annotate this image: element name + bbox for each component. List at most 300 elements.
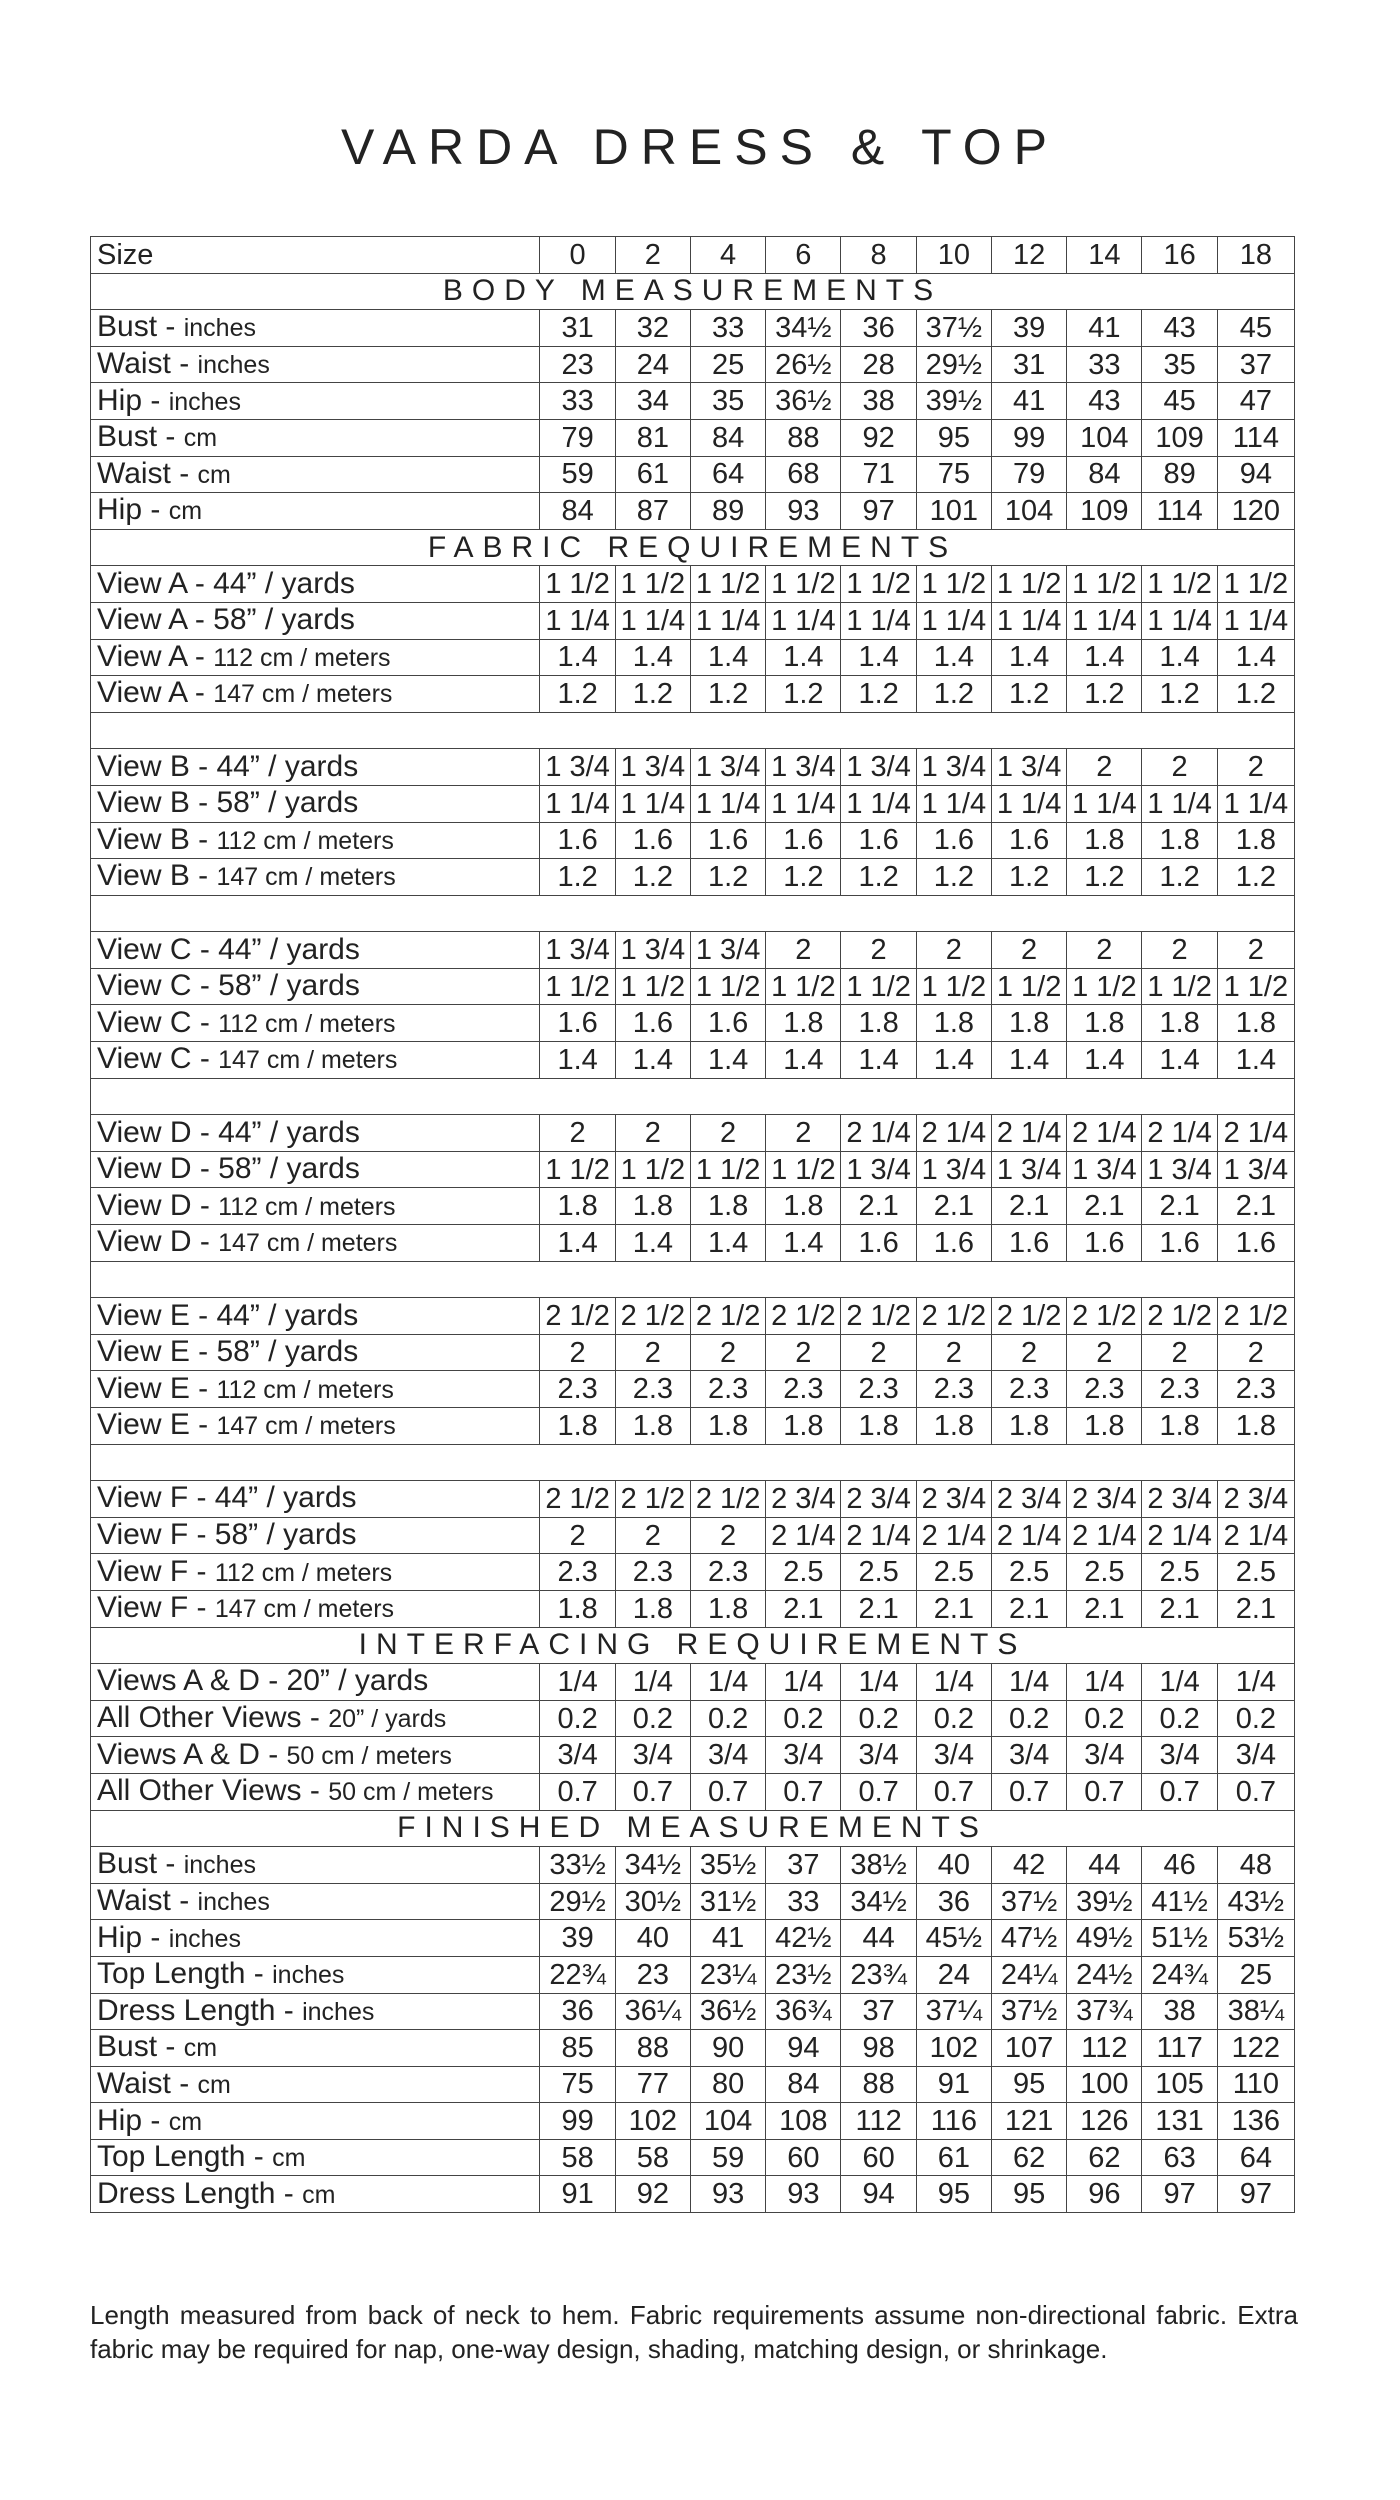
table-row <box>91 1737 1295 1774</box>
table-cell: 1.4 <box>1142 1042 1217 1079</box>
table-cell: 24¼ <box>991 1956 1066 1993</box>
table-cell: 1 3/4 <box>916 749 991 786</box>
row-label <box>91 1151 540 1188</box>
table-cell: 30½ <box>615 1883 690 1920</box>
table-cell: 36¼ <box>615 1993 690 2030</box>
table-cell: 2 1/4 <box>841 1115 916 1152</box>
table-cell: 109 <box>1067 493 1142 530</box>
table-cell: 112 <box>1067 2030 1142 2067</box>
table-row <box>91 1956 1295 1993</box>
table-cell: 1 1/4 <box>916 602 991 639</box>
table-cell: 1 1/2 <box>690 566 765 603</box>
table-cell: 24½ <box>1067 1956 1142 1993</box>
table-cell: 97 <box>1142 2176 1217 2213</box>
table-cell: 121 <box>991 2103 1066 2140</box>
row-label-name: View C - 58” / yards <box>97 969 360 1003</box>
table-cell: 2 <box>1142 749 1217 786</box>
table-cell: 31 <box>540 310 615 347</box>
size-cell: 0 <box>540 237 615 274</box>
table-cell: 1 1/2 <box>841 968 916 1005</box>
spacer-row <box>91 1261 1295 1298</box>
table-row <box>91 1005 1295 1042</box>
table-cell: 1/4 <box>615 1664 690 1701</box>
row-label-unit: cm <box>168 2107 203 2136</box>
table-cell: 1 1/2 <box>841 566 916 603</box>
row-label-name: Hip - <box>97 493 169 527</box>
table-cell: 97 <box>841 493 916 530</box>
table-cell: 1 3/4 <box>615 932 690 969</box>
size-cell: 8 <box>841 237 916 274</box>
table-cell: 3/4 <box>766 1737 841 1774</box>
table-cell: 2 1/4 <box>1142 1115 1217 1152</box>
table-cell: 1 1/2 <box>991 566 1066 603</box>
table-cell: 2 1/2 <box>540 1481 615 1518</box>
table-cell: 22¾ <box>540 1956 615 1993</box>
table-row <box>91 456 1295 493</box>
table-cell: 1.4 <box>841 639 916 676</box>
table-cell: 1.8 <box>916 1005 991 1042</box>
table-cell: 1.6 <box>615 822 690 859</box>
table-cell: 0.2 <box>615 1700 690 1737</box>
table-cell: 1.2 <box>991 859 1066 896</box>
table-cell: 1.4 <box>991 639 1066 676</box>
table-cell: 2 <box>916 1334 991 1371</box>
table-cell: 1 1/2 <box>690 968 765 1005</box>
row-label <box>91 383 540 420</box>
table-cell: 77 <box>615 2066 690 2103</box>
row-label <box>91 2066 540 2103</box>
table-cell: 2 3/4 <box>916 1481 991 1518</box>
table-cell: 2.3 <box>841 1371 916 1408</box>
row-label-name: View D - 44” / yards <box>97 1115 360 1149</box>
table-cell: 91 <box>540 2176 615 2213</box>
table-cell: 3/4 <box>991 1737 1066 1774</box>
table-cell: 2 1/2 <box>690 1481 765 1518</box>
table-cell: 1 1/4 <box>766 785 841 822</box>
row-label-unit: 147 cm / meters <box>218 1046 398 1075</box>
table-cell: 2.3 <box>615 1371 690 1408</box>
table-cell: 2.3 <box>690 1554 765 1591</box>
table-cell: 46 <box>1142 1847 1217 1884</box>
table-cell: 1 3/4 <box>991 1151 1066 1188</box>
table-cell: 1 1/2 <box>766 968 841 1005</box>
table-cell: 0.7 <box>1142 1773 1217 1810</box>
row-label <box>91 822 540 859</box>
row-label-unit: cm <box>197 460 231 489</box>
table-cell: 1.8 <box>1067 822 1142 859</box>
table-cell: 1 3/4 <box>991 749 1066 786</box>
table-row <box>91 1188 1295 1225</box>
table-cell: 0.7 <box>615 1773 690 1810</box>
row-label <box>91 1298 540 1335</box>
table-cell: 49½ <box>1067 1920 1142 1957</box>
section-heading-row <box>91 529 1295 566</box>
table-cell: 2.1 <box>841 1188 916 1225</box>
table-cell: 94 <box>766 2030 841 2067</box>
table-cell: 2 3/4 <box>1142 1481 1217 1518</box>
table-cell: 2.3 <box>766 1371 841 1408</box>
table-cell: 25 <box>690 346 765 383</box>
table-cell: 2 3/4 <box>991 1481 1066 1518</box>
row-label-unit: 147 cm / meters <box>216 863 396 892</box>
row-label <box>91 1225 540 1262</box>
footnote: Length measured from back of neck to hem. Fabric requirements assume non-directional fabric. Extra fabric may be required for nap, one-way design, shading, matching design, or shrinkage. <box>90 2300 1298 2364</box>
table-cell: 1.8 <box>1217 1408 1294 1445</box>
table-cell: 34½ <box>841 1883 916 1920</box>
size-cell: 10 <box>916 237 991 274</box>
spacer-cell <box>91 1444 1295 1481</box>
row-label <box>91 932 540 969</box>
table-cell: 39½ <box>1067 1883 1142 1920</box>
table-cell: 1 1/4 <box>1217 785 1294 822</box>
table-row <box>91 419 1295 456</box>
table-cell: 40 <box>615 1920 690 1957</box>
table-cell: 1 3/4 <box>615 749 690 786</box>
row-label-unit: cm <box>168 497 203 526</box>
table-cell: 61 <box>916 2139 991 2176</box>
table-cell: 2 <box>1067 932 1142 969</box>
table-cell: 1.2 <box>615 676 690 713</box>
table-cell: 48 <box>1217 1847 1294 1884</box>
table-cell: 1.2 <box>916 676 991 713</box>
table-cell: 1.2 <box>1142 676 1217 713</box>
table-cell: 31 <box>991 346 1066 383</box>
table-cell: 2 3/4 <box>841 1481 916 1518</box>
table-cell: 1 3/4 <box>1067 1151 1142 1188</box>
table-cell: 81 <box>615 419 690 456</box>
table-cell: 1 1/2 <box>1067 566 1142 603</box>
table-cell: 38½ <box>841 1847 916 1884</box>
table-cell: 23¾ <box>841 1956 916 1993</box>
table-cell: 1 1/4 <box>841 602 916 639</box>
table-cell: 1.8 <box>1067 1408 1142 1445</box>
table-cell: 0.2 <box>841 1700 916 1737</box>
table-cell: 3/4 <box>615 1737 690 1774</box>
table-cell: 1.4 <box>1217 639 1294 676</box>
table-cell: 33½ <box>540 1847 615 1884</box>
table-cell: 2 <box>1142 1334 1217 1371</box>
table-row <box>91 566 1295 603</box>
row-label-name: Bust - <box>97 1847 184 1881</box>
table-cell: 2 <box>540 1115 615 1152</box>
table-cell: 0.7 <box>841 1773 916 1810</box>
table-cell: 79 <box>540 419 615 456</box>
size-cell: 6 <box>766 237 841 274</box>
row-label-unit: 112 cm / meters <box>213 643 391 672</box>
table-cell: 1.4 <box>1142 639 1217 676</box>
spacer-cell <box>91 1078 1295 1115</box>
table-cell: 2 1/2 <box>690 1298 765 1335</box>
table-cell: 1.4 <box>540 639 615 676</box>
table-cell: 1.2 <box>1217 676 1294 713</box>
table-cell: 24 <box>615 346 690 383</box>
table-cell: 0.2 <box>916 1700 991 1737</box>
table-cell: 75 <box>540 2066 615 2103</box>
table-cell: 1 1/2 <box>916 968 991 1005</box>
table-cell: 1.8 <box>690 1408 765 1445</box>
row-label <box>91 346 540 383</box>
table-cell: 37½ <box>991 1883 1066 1920</box>
table-cell: 84 <box>540 493 615 530</box>
table-cell: 0.2 <box>1142 1700 1217 1737</box>
table-cell: 109 <box>1142 419 1217 456</box>
table-cell: 2.1 <box>1142 1188 1217 1225</box>
table-cell: 110 <box>1217 2066 1294 2103</box>
size-cell: 2 <box>615 237 690 274</box>
table-cell: 41 <box>991 383 1066 420</box>
row-label-unit: inches <box>197 1888 270 1917</box>
section-heading-row <box>91 1810 1295 1847</box>
row-label-unit: 112 cm / meters <box>216 826 394 855</box>
table-cell: 1.4 <box>615 1225 690 1262</box>
row-label <box>91 1847 540 1884</box>
table-cell: 108 <box>766 2103 841 2140</box>
table-cell: 2 1/2 <box>615 1298 690 1335</box>
table-cell: 102 <box>916 2030 991 2067</box>
table-cell: 1 1/2 <box>615 1151 690 1188</box>
table-cell: 1.4 <box>916 639 991 676</box>
row-label <box>91 859 540 896</box>
table-row <box>91 2066 1295 2103</box>
table-cell: 62 <box>991 2139 1066 2176</box>
row-label <box>91 1737 540 1774</box>
table-cell: 1.4 <box>1217 1042 1294 1079</box>
table-cell: 36 <box>540 1993 615 2030</box>
table-cell: 97 <box>1217 2176 1294 2213</box>
table-cell: 2 <box>540 1334 615 1371</box>
row-label-name: Hip - <box>97 1920 169 1954</box>
table-cell: 1.2 <box>841 859 916 896</box>
row-label-name: View F - <box>97 1591 215 1625</box>
table-row <box>91 2139 1295 2176</box>
table-cell: 43 <box>1067 383 1142 420</box>
table-cell: 2 <box>1067 1334 1142 1371</box>
table-cell: 91 <box>916 2066 991 2103</box>
row-label <box>91 1590 540 1627</box>
table-cell: 3/4 <box>1142 1737 1217 1774</box>
table-cell: 1.4 <box>615 1042 690 1079</box>
table-cell: 2.1 <box>991 1590 1066 1627</box>
table-cell: 2 1/4 <box>991 1115 1066 1152</box>
table-cell: 40 <box>916 1847 991 1884</box>
table-cell: 1 1/2 <box>540 1151 615 1188</box>
row-label-unit: inches <box>272 1961 345 1990</box>
table-cell: 1.6 <box>690 1005 765 1042</box>
table-cell: 1.8 <box>766 1188 841 1225</box>
table-cell: 1.2 <box>841 676 916 713</box>
table-cell: 39 <box>540 1920 615 1957</box>
table-cell: 2.1 <box>1217 1590 1294 1627</box>
table-row <box>91 1664 1295 1701</box>
table-cell: 2.5 <box>1142 1554 1217 1591</box>
table-cell: 23½ <box>766 1956 841 1993</box>
size-cell: 18 <box>1217 237 1294 274</box>
table-cell: 36¾ <box>766 1993 841 2030</box>
table-cell: 2.5 <box>916 1554 991 1591</box>
table-cell: 3/4 <box>841 1737 916 1774</box>
table-cell: 1.2 <box>991 676 1066 713</box>
table-cell: 59 <box>690 2139 765 2176</box>
table-cell: 2 1/4 <box>841 1517 916 1554</box>
table-cell: 2.3 <box>1142 1371 1217 1408</box>
row-label-name: Dress Length - <box>97 1993 303 2027</box>
table-cell: 2 <box>690 1334 765 1371</box>
row-label-name: View A - 44” / yards <box>97 566 355 600</box>
table-cell: 2 <box>1217 749 1294 786</box>
row-label-unit: cm <box>197 2070 231 2099</box>
table-cell: 38 <box>841 383 916 420</box>
row-label-name: Views A & D - <box>97 1737 287 1771</box>
row-label <box>91 639 540 676</box>
table-cell: 1 1/2 <box>991 968 1066 1005</box>
table-cell: 88 <box>615 2030 690 2067</box>
row-label <box>91 1773 540 1810</box>
table-row <box>91 1225 1295 1262</box>
table-cell: 93 <box>766 493 841 530</box>
table-cell: 122 <box>1217 2030 1294 2067</box>
table-cell: 2 <box>991 1334 1066 1371</box>
row-label-name: Dress Length - <box>97 2176 303 2210</box>
row-label <box>91 2030 540 2067</box>
table-cell: 1 3/4 <box>540 749 615 786</box>
table-row <box>91 1920 1295 1957</box>
table-cell: 2.3 <box>991 1371 1066 1408</box>
table-cell: 114 <box>1217 419 1294 456</box>
table-cell: 1 1/2 <box>615 566 690 603</box>
row-label-name: View F - 58” / yards <box>97 1518 357 1552</box>
row-label-name: View B - <box>97 822 217 856</box>
table-cell: 61 <box>615 456 690 493</box>
table-cell: 1.2 <box>1067 676 1142 713</box>
table-row <box>91 749 1295 786</box>
table-cell: 2.3 <box>916 1371 991 1408</box>
row-label-unit: 112 cm / meters <box>216 1375 394 1404</box>
table-cell: 2 3/4 <box>1067 1481 1142 1518</box>
table-cell: 89 <box>690 493 765 530</box>
table-cell: 33 <box>690 310 765 347</box>
spacer-row <box>91 895 1295 932</box>
row-label-name: All Other Views - <box>97 1774 329 1808</box>
table-cell: 75 <box>916 456 991 493</box>
table-cell: 1.6 <box>1142 1225 1217 1262</box>
table-cell: 2 1/2 <box>540 1298 615 1335</box>
table-cell: 38¼ <box>1217 1993 1294 2030</box>
table-cell: 0.2 <box>766 1700 841 1737</box>
table-cell: 2 <box>615 1115 690 1152</box>
table-cell: 2.1 <box>916 1188 991 1225</box>
table-cell: 0.7 <box>690 1773 765 1810</box>
size-label: Size <box>91 237 540 274</box>
table-cell: 34 <box>615 383 690 420</box>
row-label <box>91 493 540 530</box>
table-cell: 53½ <box>1217 1920 1294 1957</box>
table-cell: 95 <box>916 2176 991 2213</box>
table-cell: 1 1/2 <box>1067 968 1142 1005</box>
table-row <box>91 639 1295 676</box>
row-label-name: View C - <box>97 1042 219 1076</box>
table-cell: 1.4 <box>690 1225 765 1262</box>
row-label-name: Waist - <box>97 2066 198 2100</box>
table-cell: 41 <box>690 1920 765 1957</box>
table-cell: 2 1/2 <box>1067 1298 1142 1335</box>
table-cell: 2 <box>841 1334 916 1371</box>
table-cell: 112 <box>841 2103 916 2140</box>
table-cell: 41½ <box>1142 1883 1217 1920</box>
row-label-name: Bust - <box>97 420 184 454</box>
table-cell: 1.8 <box>690 1188 765 1225</box>
table-cell: 90 <box>690 2030 765 2067</box>
row-label-name: Bust - <box>97 2030 184 2064</box>
table-cell: 64 <box>1217 2139 1294 2176</box>
table-cell: 2 <box>916 932 991 969</box>
table-cell: 0.7 <box>540 1773 615 1810</box>
table-cell: 1.4 <box>690 1042 765 1079</box>
table-cell: 25 <box>1217 1956 1294 1993</box>
table-cell: 2 1/4 <box>1067 1115 1142 1152</box>
table-cell: 47½ <box>991 1920 1066 1957</box>
table-cell: 1.8 <box>615 1188 690 1225</box>
table-cell: 1 1/4 <box>766 602 841 639</box>
table-cell: 1/4 <box>1142 1664 1217 1701</box>
table-row <box>91 1371 1295 1408</box>
size-chart-body <box>91 237 1295 2213</box>
table-cell: 87 <box>615 493 690 530</box>
table-cell: 1 1/2 <box>690 1151 765 1188</box>
table-cell: 0.2 <box>690 1700 765 1737</box>
table-cell: 102 <box>615 2103 690 2140</box>
table-cell: 1.2 <box>615 859 690 896</box>
row-label <box>91 2103 540 2140</box>
row-label <box>91 602 540 639</box>
table-cell: 1 3/4 <box>540 932 615 969</box>
table-cell: 2 1/4 <box>1142 1517 1217 1554</box>
table-row <box>91 602 1295 639</box>
table-cell: 2 1/2 <box>991 1298 1066 1335</box>
table-cell: 2 1/4 <box>916 1517 991 1554</box>
table-cell: 1/4 <box>916 1664 991 1701</box>
row-label-name: All Other Views - <box>97 1701 329 1735</box>
row-label-unit: cm <box>183 424 218 453</box>
table-cell: 2 1/4 <box>766 1517 841 1554</box>
table-cell: 1 3/4 <box>1217 1151 1294 1188</box>
table-cell: 1.8 <box>766 1005 841 1042</box>
row-label-name: Views A & D - 20” / yards <box>97 1664 429 1698</box>
table-cell: 101 <box>916 493 991 530</box>
table-cell: 1.2 <box>766 676 841 713</box>
table-cell: 93 <box>766 2176 841 2213</box>
table-cell: 43½ <box>1217 1883 1294 1920</box>
table-cell: 94 <box>1217 456 1294 493</box>
table-cell: 62 <box>1067 2139 1142 2176</box>
row-label-name: View A - <box>97 676 214 710</box>
table-cell: 1.6 <box>1217 1225 1294 1262</box>
table-cell: 2 1/4 <box>1067 1517 1142 1554</box>
row-label-unit: 50 cm / meters <box>328 1778 494 1807</box>
table-cell: 0.2 <box>540 1700 615 1737</box>
table-row <box>91 1517 1295 1554</box>
table-cell: 1.8 <box>1217 822 1294 859</box>
table-row <box>91 676 1295 713</box>
table-cell: 1.4 <box>1067 639 1142 676</box>
table-row <box>91 1408 1295 1445</box>
row-label-name: View C - 44” / yards <box>97 932 360 966</box>
table-cell: 1.2 <box>1067 859 1142 896</box>
table-cell: 44 <box>841 1920 916 1957</box>
table-cell: 1.6 <box>916 822 991 859</box>
row-label-name: Top Length - <box>97 2140 273 2174</box>
table-cell: 37¾ <box>1067 1993 1142 2030</box>
spacer-cell <box>91 712 1295 749</box>
